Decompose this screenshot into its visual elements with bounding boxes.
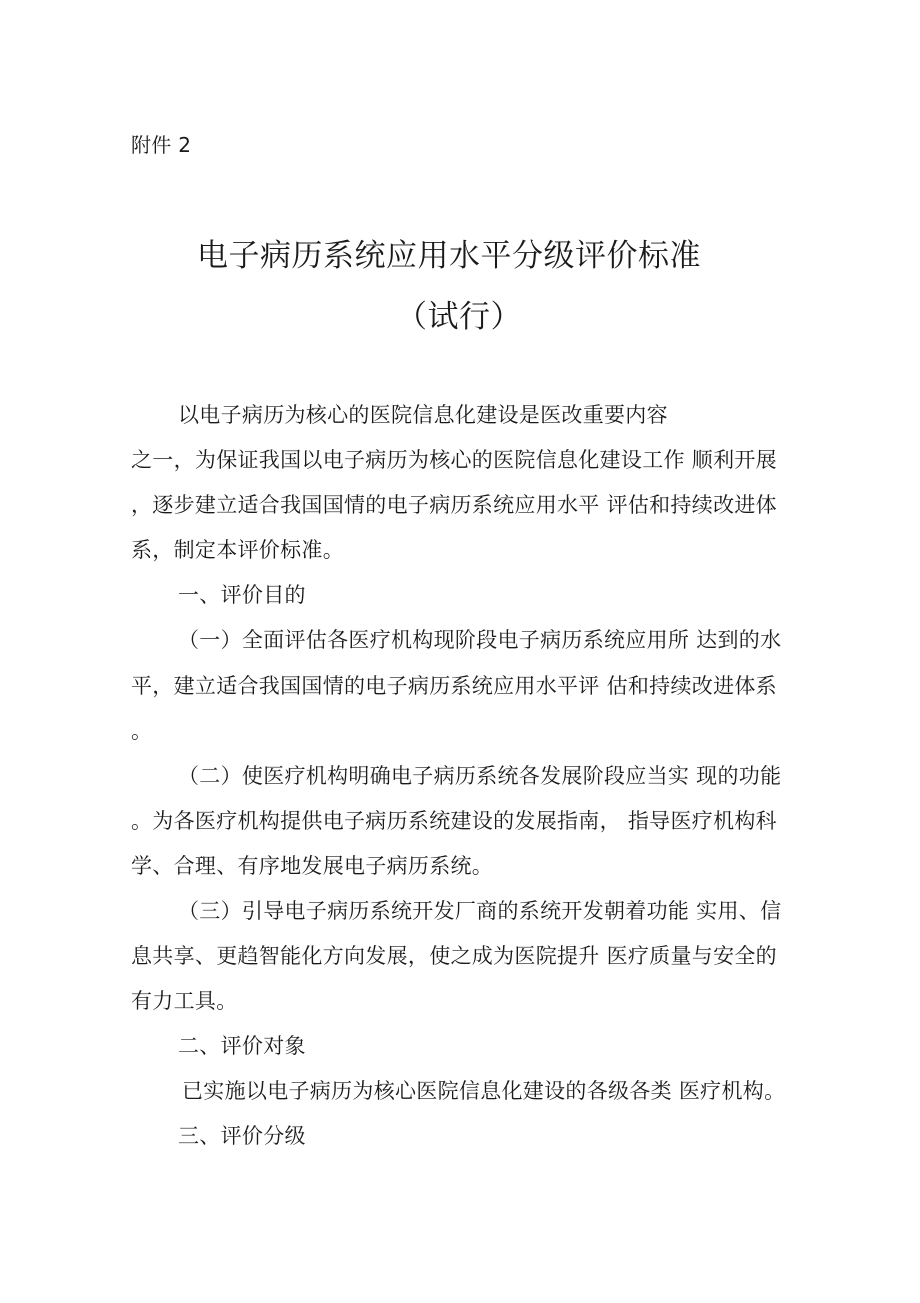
section-heading-1: 一、评价目的: [178, 583, 306, 607]
paragraph-line: 。: [131, 719, 153, 743]
paragraph-line: （二）使医疗机构明确电子病历系统各发展阶段应当实 现的功能: [178, 764, 782, 788]
paragraph-line: 之一，为保证我国以电子病历为核心的医院信息化建设工作 顺利开展: [131, 448, 777, 472]
paragraph-line: 有力工具。: [131, 989, 238, 1013]
paragraph-line: 学、合理、有序地发展电子病历系统。: [131, 854, 494, 878]
paragraph-line: 息共享、更趋智能化方向发展，使之成为医院提升 医疗质量与安全的: [131, 944, 777, 968]
attachment-label: 附件 2: [131, 133, 192, 157]
paragraph-line: （三）引导电子病历系统开发厂商的系统开发朝着功能 实用、信: [178, 899, 782, 923]
document-title: 电子病历系统应用水平分级评价标准: [197, 238, 701, 274]
document-subtitle: （试行）: [396, 299, 522, 335]
paragraph-line: 系，制定本评价标准。: [131, 538, 344, 562]
section-heading-3: 三、评价分级: [178, 1124, 306, 1148]
paragraph-line: 。为各医疗机构提供电子病历系统建设的发展指南， 指导医疗机构科: [131, 809, 777, 833]
paragraph-line: （一）全面评估各医疗机构现阶段电子病历系统应用所 达到的水: [178, 628, 782, 652]
paragraph-line: ，逐步建立适合我国国情的电子病历系统应用水平 评估和持续改进体: [131, 493, 777, 517]
paragraph-line: 以电子病历为核心的医院信息化建设是医改重要内容: [178, 403, 668, 427]
paragraph-line: 已实施以电子病历为核心医院信息化建设的各级各类 医疗机构。: [182, 1079, 786, 1103]
section-heading-2: 二、评价对象: [178, 1034, 306, 1058]
paragraph-line: 平，建立适合我国国情的电子病历系统应用水平评 估和持续改进体系: [131, 674, 777, 698]
